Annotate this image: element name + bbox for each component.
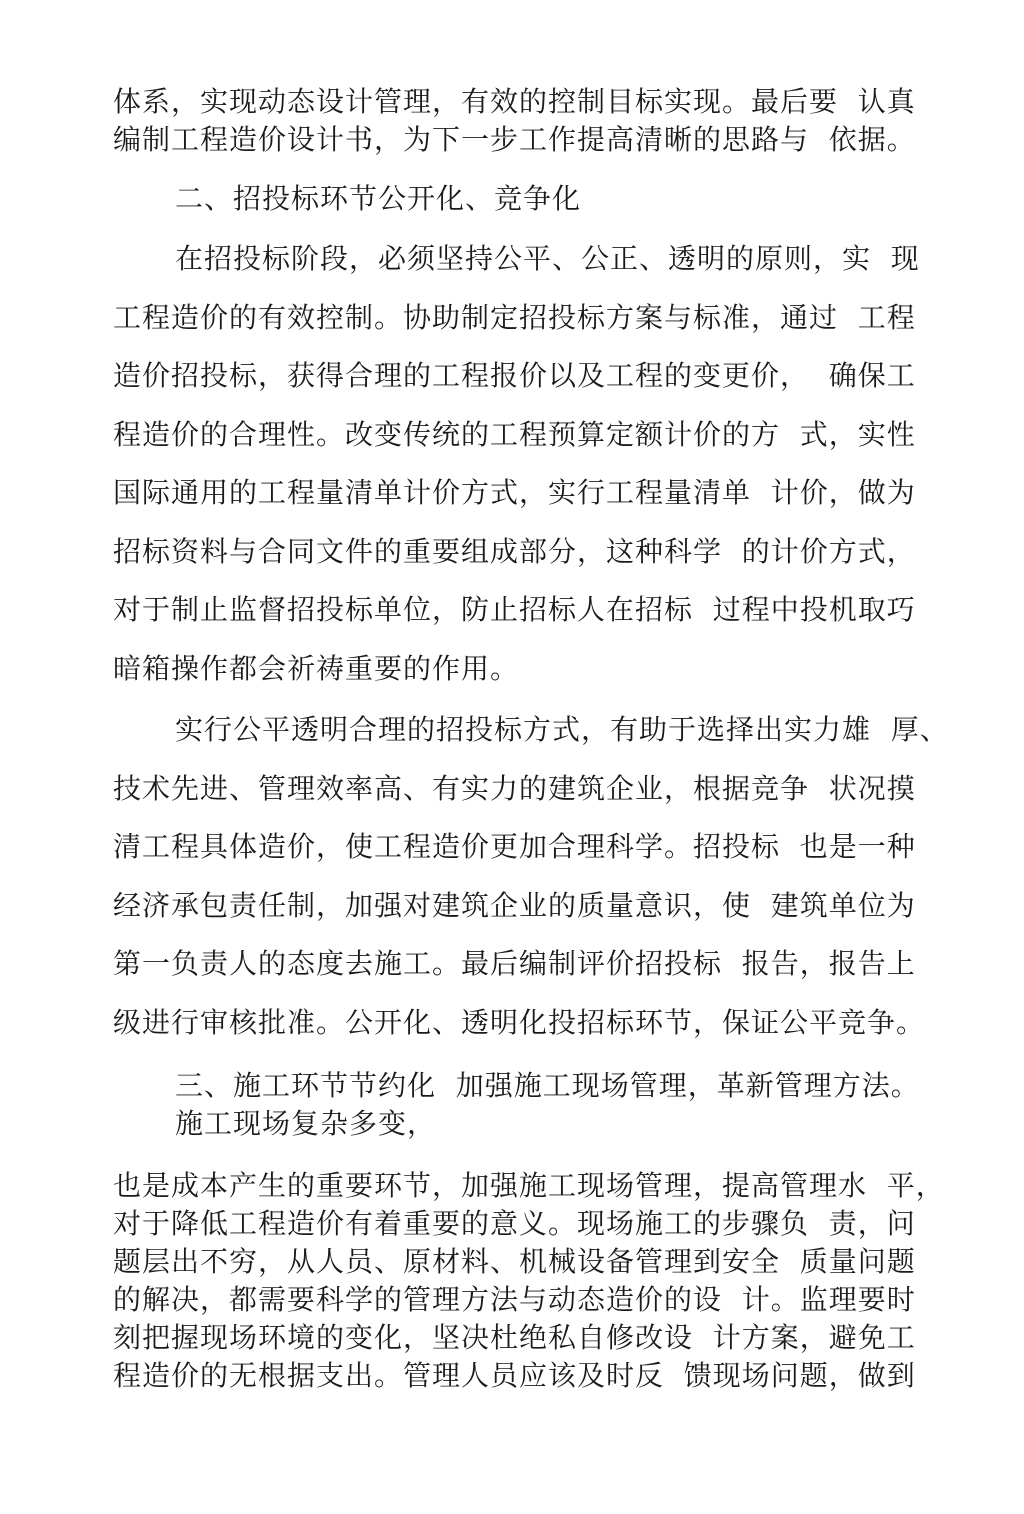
text-line-16: 第一负责人的态度去施工。最后编制评价招投标 报告，报告上 xyxy=(113,947,916,980)
text-line-4: 在招投标阶段，必须坚持公平、公正、透明的原则，实 现 xyxy=(175,242,920,275)
text-line-10: 对于制止监督招投标单位，防止招标人在招标 过程中投机取巧 xyxy=(113,593,916,626)
text-line-9: 招标资料与合同文件的重要组成部分，这种科学 的计价方式， xyxy=(113,535,916,568)
text-line-13: 技术先进、管理效率高、有实力的建筑企业，根据竞争 状况摸 xyxy=(113,772,916,805)
section-heading-2: 二、招投标环节公开化、竞争化 xyxy=(175,182,582,215)
text-line-22: 题层出不穷，从人员、原材料、机械设备管理到安全 质量问题 xyxy=(113,1245,916,1278)
text-line-11: 暗箱操作都会祈祷重要的作用。 xyxy=(113,652,520,685)
text-line-2: 编制工程造价设计书，为下一步工作提高清晰的思路与 依据。 xyxy=(113,123,916,156)
text-line-17: 级进行审核批准。公开化、透明化投招标环节，保证公平竞争。 xyxy=(113,1006,926,1039)
section-heading-3: 三、施工环节节约化 加强施工现场管理，革新管理方法。 xyxy=(175,1069,920,1102)
text-line-7: 程造价的合理性。改变传统的工程预算定额计价的方 式，实性 xyxy=(113,418,916,451)
text-line-5: 工程造价的有效控制。协助制定招投标方案与标准，通过 工程 xyxy=(113,301,916,334)
text-line-14: 清工程具体造价，使工程造价更加合理科学。招投标 也是一种 xyxy=(113,830,916,863)
text-line-23: 的解决，都需要科学的管理方法与动态造价的设 计。监理要时 xyxy=(113,1283,916,1316)
text-line-15: 经济承包责任制，加强对建筑企业的质量意识，使 建筑单位为 xyxy=(113,889,916,922)
text-line-25: 程造价的无根据支出。管理人员应该及时反 馈现场问题，做到 xyxy=(113,1359,916,1392)
text-line-19: 施工现场复杂多变， xyxy=(175,1107,437,1140)
text-line-20: 也是成本产生的重要环节，加强施工现场管理，提高管理水 平， xyxy=(113,1169,945,1202)
text-line-1: 体系，实现动态设计管理，有效的控制目标实现。最后要 认真 xyxy=(113,85,916,118)
text-line-6: 造价招投标，获得合理的工程报价以及工程的变更价， 确保工 xyxy=(113,359,916,392)
text-line-24: 刻把握现场环境的变化，坚决杜绝私自修改设 计方案，避免工 xyxy=(113,1321,916,1354)
text-line-8: 国际通用的工程量清单计价方式，实行工程量清单 计价，做为 xyxy=(113,476,916,509)
text-line-21: 对于降低工程造价有着重要的意义。现场施工的步骤负 责，问 xyxy=(113,1207,916,1240)
text-line-12: 实行公平透明合理的招投标方式，有助于选择出实力雄 厚、 xyxy=(175,713,949,746)
